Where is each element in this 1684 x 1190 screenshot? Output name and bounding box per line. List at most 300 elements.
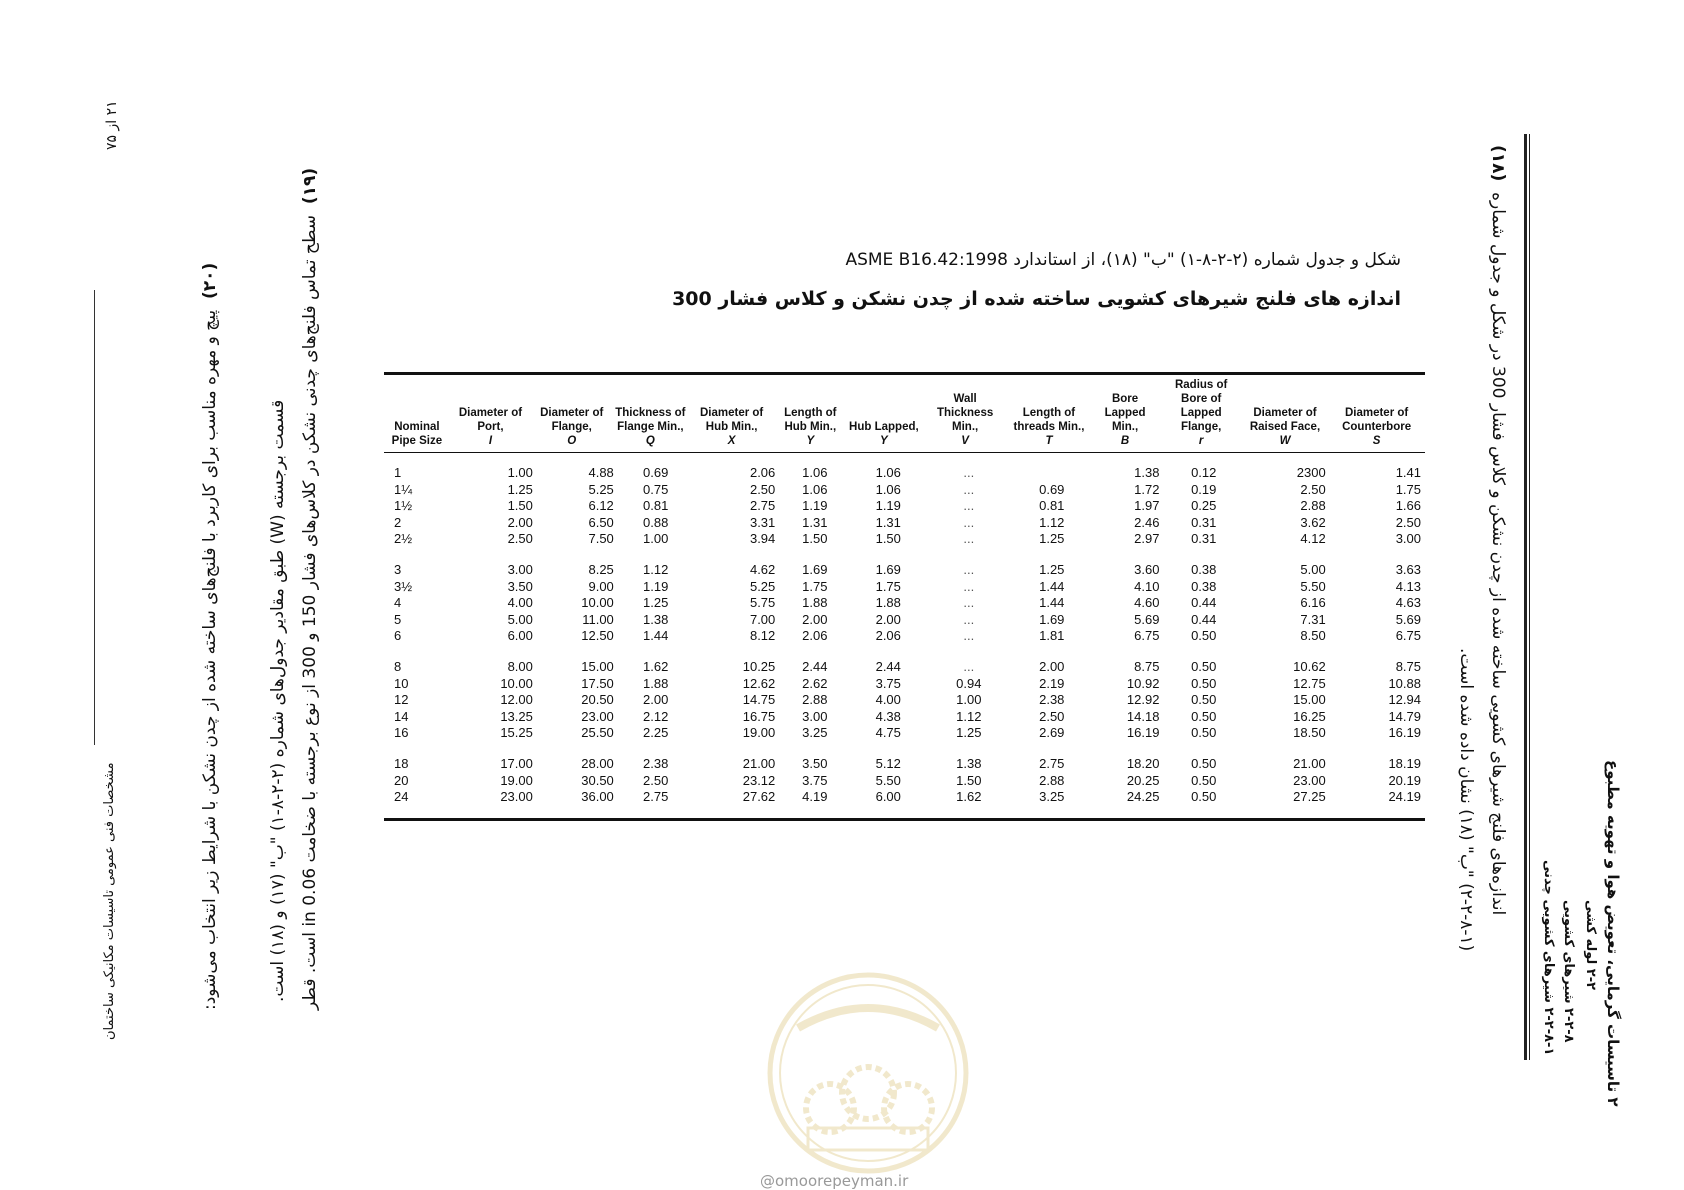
table-cell: 4 — [394, 595, 402, 611]
table-cell: 1.31 — [875, 514, 901, 530]
table-cell: 7.31 — [1300, 611, 1326, 627]
table-cell: 0.69 — [1039, 481, 1065, 497]
table-cell: 2½ — [394, 531, 413, 547]
table-cell: 2.38 — [1039, 692, 1065, 708]
column-header-label: Length of Hub Min., — [784, 407, 837, 433]
column-header-label: Wall Thickness Min., — [937, 393, 994, 433]
table-cell: 0.50 — [1191, 708, 1217, 724]
table-cell: 2.00 — [802, 611, 828, 627]
table-cell: 19.00 — [500, 772, 533, 788]
table-cell: ... — [963, 658, 975, 674]
table-cell: ... — [963, 481, 975, 497]
table-cell: 3.94 — [749, 531, 776, 547]
table-cell: 2.50 — [1300, 481, 1326, 497]
table-cell: 5.00 — [1300, 561, 1326, 577]
table-cell: 14 — [394, 708, 409, 724]
table-cell: 1.19 — [643, 578, 669, 594]
table-cell: 0.81 — [643, 498, 669, 514]
table-cell: 4.12 — [1300, 531, 1326, 547]
table-cell: 5.25 — [749, 578, 776, 594]
column-symbol: B — [1120, 435, 1130, 447]
table-row — [384, 531, 1425, 548]
table-cell: 10.00 — [581, 595, 614, 611]
table-row — [384, 789, 1425, 806]
table-cell: 1.12 — [956, 708, 982, 724]
table-cell: 0.25 — [1191, 498, 1217, 514]
paragraph-20-text: پیچ و مهره مناسب برای کاربرد با فلنج‌های ساخته شده از چدن نشکن با شرایط زیر انتخاب می‌شود: — [200, 309, 220, 1010]
table-cell: ... — [963, 531, 975, 547]
table-cell: 12.92 — [1126, 692, 1160, 708]
figure-title: اندازه های فلنج شیرهای کشویی ساخته شده از چدن نشکن و کلاس فشار 300 — [672, 288, 1401, 310]
table-cell: 3.50 — [802, 755, 828, 771]
column-header — [450, 375, 531, 452]
header-rule — [1524, 134, 1527, 1060]
table-cell: 0.88 — [643, 514, 669, 530]
table-cell: 2.00 — [875, 611, 901, 627]
column-symbol: Y — [880, 435, 888, 447]
table-cell: 6.00 — [875, 789, 901, 805]
table-cell: 2.69 — [1039, 725, 1065, 741]
subsection-header: ۲-۲-۸ شیرهای کشویی — [1561, 900, 1576, 1043]
table-cell: 15.25 — [500, 725, 533, 741]
table-cell — [1011, 453, 1092, 482]
table-cell: 5.12 — [875, 755, 901, 771]
column-header-label: Radius of Bore of Lapped Flange, — [1174, 379, 1228, 433]
table-cell: 1.12 — [1039, 514, 1065, 530]
table-cell: 2.00 — [507, 514, 533, 530]
column-symbol: S — [1372, 435, 1381, 447]
table-cell: 2300 — [1296, 465, 1326, 480]
column-header-label: Diameter of Hub Min., — [700, 407, 764, 433]
table-cell: 1.44 — [1039, 578, 1065, 594]
table-cell: 2.44 — [875, 658, 901, 674]
table-cell: 2.75 — [749, 498, 776, 514]
table-cell: 1.50 — [956, 772, 982, 788]
table-cell: 3.25 — [1039, 789, 1065, 805]
table-row — [384, 595, 1425, 612]
table-cell: 1.06 — [802, 465, 828, 480]
table-cell: 1.00 — [956, 692, 982, 708]
table-cell: 6.50 — [588, 514, 614, 530]
table-cell: 4.88 — [588, 465, 614, 480]
column-header — [1161, 375, 1242, 452]
table-cell: 4.19 — [802, 789, 828, 805]
table-cell: 0.38 — [1191, 561, 1217, 577]
table-row — [384, 548, 1425, 579]
table-cell: 4.62 — [749, 561, 776, 577]
table-cell: 18.20 — [1126, 755, 1160, 771]
footer-rule — [94, 290, 95, 745]
table-cell: 1.75 — [802, 578, 828, 594]
column-header — [775, 375, 846, 452]
table-row — [384, 692, 1425, 709]
column-header-label: Hub Lapped, — [849, 421, 919, 433]
column-header — [612, 375, 688, 452]
table-cell: 7.00 — [749, 611, 776, 627]
table-cell: 8.75 — [1134, 658, 1160, 674]
table-cell: 4.00 — [507, 595, 533, 611]
table-row — [384, 515, 1425, 532]
table-cell: 16.19 — [1388, 725, 1421, 741]
column-header — [922, 375, 1008, 452]
table-cell: 18 — [394, 755, 409, 771]
table-cell: 1 — [394, 465, 402, 480]
table-cell: 2.12 — [643, 708, 669, 724]
table-cell: 8 — [394, 658, 402, 674]
table-cell: 12.94 — [1388, 692, 1421, 708]
table-cell: 2.25 — [643, 725, 669, 741]
table-cell: 4.63 — [1395, 595, 1421, 611]
table-cell: 6.12 — [588, 498, 614, 514]
table-cell: 1.38 — [1134, 465, 1160, 480]
table-cell: 16.19 — [1126, 725, 1160, 741]
table-cell: 15.00 — [1293, 692, 1326, 708]
table-cell: 27.62 — [742, 789, 776, 805]
table-cell: 1.69 — [802, 561, 828, 577]
paragraph-20 — [200, 263, 220, 1010]
chapter-header: ۲ تاسیسات گرمایی، تعویض هوا و تهویه مطبوع — [1604, 760, 1622, 1107]
table-cell: 2.50 — [1395, 514, 1421, 530]
figure-caption: شکل و جدول شماره (۲-۲-۸-۱) "ب" (۱۸)، از استاندارد ASME B16.42:1998 — [845, 250, 1401, 270]
table-cell: 18.50 — [1293, 725, 1326, 741]
table-cell: 4.13 — [1395, 578, 1421, 594]
table-cell: 20.25 — [1126, 772, 1160, 788]
table-cell: 21.00 — [742, 755, 776, 771]
table-cell: 1.62 — [643, 658, 669, 674]
table-cell: 6 — [394, 628, 402, 644]
table-cell: 2 — [394, 514, 402, 530]
table-cell: 1.19 — [875, 498, 901, 514]
table-cell: ... — [963, 465, 975, 480]
table-cell: 14.75 — [742, 692, 776, 708]
table-cell: 2.44 — [802, 658, 828, 674]
paragraph-18-number: (۱۸) — [1488, 145, 1508, 182]
table-cell: 1.66 — [1395, 498, 1421, 514]
table-cell: 6.16 — [1300, 595, 1326, 611]
table-cell: 0.50 — [1191, 675, 1217, 691]
table-cell: 28.00 — [581, 755, 614, 771]
page-number: ۲۱ از ۷۵ — [104, 100, 120, 150]
table-cell: 12 — [394, 692, 409, 708]
column-header-label: Diameter of Counterbore — [1342, 407, 1412, 433]
watermark-logo-icon — [758, 968, 978, 1178]
table-cell: 5.69 — [1134, 611, 1160, 627]
column-header-label: Thickness of Flange Min., — [615, 407, 686, 433]
table-cell: 5.25 — [588, 481, 614, 497]
table-cell: 3.60 — [1134, 561, 1160, 577]
table-cell: 3.25 — [802, 725, 828, 741]
table-cell: 0.81 — [1039, 498, 1065, 514]
table-cell: 12.50 — [581, 628, 614, 644]
column-symbol: Q — [645, 435, 655, 447]
table-cell: 1.38 — [956, 755, 982, 771]
table-row — [384, 725, 1425, 742]
table-cell: 2.00 — [643, 692, 669, 708]
table-header-row — [384, 375, 1425, 452]
column-header — [688, 375, 774, 452]
table-cell: 24.19 — [1388, 789, 1421, 805]
table-cell: 1.44 — [1039, 595, 1065, 611]
table-cell: 10.25 — [742, 658, 776, 674]
paragraph-18-text: اندازه‌های فلنج شیرهای کشویی ساخته شده از چدن نشکن و کلاس فشار 300 در شکل و جدول شماره — [1488, 192, 1508, 916]
table-cell: 0.50 — [1191, 628, 1217, 644]
table-cell: 4.38 — [875, 708, 901, 724]
table-cell: 3 — [394, 561, 402, 577]
table-cell: 1.72 — [1134, 481, 1160, 497]
table-cell: ... — [963, 595, 975, 611]
table-cell: 17.50 — [581, 675, 614, 691]
table-cell: 8.12 — [749, 628, 776, 644]
table-cell: 2.75 — [643, 789, 669, 805]
table-cell: 16.25 — [1293, 708, 1326, 724]
table-cell: 19.00 — [742, 725, 776, 741]
table-cell: 1.31 — [802, 514, 828, 530]
table-cell: 17.00 — [500, 755, 533, 771]
table-cell: 10.88 — [1388, 675, 1421, 691]
table-row — [384, 773, 1425, 790]
table-cell: 1¼ — [394, 481, 413, 497]
table-row — [384, 482, 1425, 499]
table-cell: 1.25 — [643, 595, 669, 611]
table-cell: 4.60 — [1134, 595, 1160, 611]
table-cell: 0.19 — [1191, 481, 1217, 497]
table-cell: 2.46 — [1134, 514, 1160, 530]
table-cell: 0.44 — [1191, 611, 1217, 627]
table-cell: 1.06 — [802, 481, 828, 497]
table-cell: 3.00 — [1395, 531, 1421, 547]
table-cell: 0.50 — [1191, 692, 1217, 708]
table-row — [384, 612, 1425, 629]
table-cell: 1.50 — [507, 498, 533, 514]
table-cell: 23.00 — [581, 708, 614, 724]
table-cell: 6.00 — [507, 628, 533, 644]
column-header-label: Nominal Pipe Size — [391, 421, 443, 447]
table-cell: ... — [963, 578, 975, 594]
table-cell: 1½ — [394, 498, 413, 514]
table-cell: 1.44 — [643, 628, 669, 644]
table-cell: 21.00 — [1293, 755, 1326, 771]
column-header — [1242, 375, 1328, 452]
table-cell: 27.25 — [1293, 789, 1326, 805]
table-cell: 1.75 — [1395, 481, 1421, 497]
table-cell: 3.75 — [875, 675, 901, 691]
table-cell: 0.31 — [1191, 531, 1217, 547]
table-cell: 9.00 — [588, 578, 614, 594]
table-cell: 2.50 — [643, 772, 669, 788]
table-body — [384, 453, 1425, 806]
table-cell: 1.81 — [1039, 628, 1065, 644]
table-cell: 8.75 — [1395, 658, 1421, 674]
column-symbol: W — [1279, 435, 1291, 447]
table-cell: 8.00 — [507, 658, 533, 674]
section-header: ۲-۲ لوله کشی — [1583, 900, 1598, 991]
table-cell: 5 — [394, 611, 402, 627]
table-cell: ... — [963, 628, 975, 644]
table-cell: 0.50 — [1191, 789, 1217, 805]
table-cell: 23.00 — [500, 789, 533, 805]
table-cell: 1.41 — [1395, 465, 1421, 480]
table-cell: 5.50 — [1300, 578, 1326, 594]
table-cell: 3.00 — [802, 708, 828, 724]
table-cell: 5.75 — [749, 595, 776, 611]
table-cell: 1.97 — [1134, 498, 1160, 514]
paragraph-19-line2: قسمت برجسته (W) طبق مقادیر جدول‌های شماره (۲-۲-۸-۱) "ب" (۱۷) و (۱۸) است. — [268, 399, 288, 1002]
column-header — [384, 375, 450, 452]
table-cell: 2.50 — [507, 531, 533, 547]
table-cell: 12.00 — [500, 692, 533, 708]
paragraph-20-number: (۲۰) — [200, 262, 220, 300]
column-symbol: X — [727, 435, 736, 447]
table-cell: 0.50 — [1191, 725, 1217, 741]
table-cell: 20.19 — [1388, 772, 1421, 788]
table-row — [384, 453, 1425, 482]
column-header-label: Bore Lapped Min., — [1104, 393, 1146, 433]
column-header-label: Diameter of Raised Face, — [1249, 407, 1321, 433]
table-cell: ... — [963, 561, 975, 577]
table-cell: 2.88 — [802, 692, 828, 708]
table-cell: 2.50 — [749, 481, 776, 497]
table-cell: 2.06 — [802, 628, 828, 644]
table-cell: 25.50 — [581, 725, 614, 741]
table-cell: ... — [963, 498, 975, 514]
table-cell: 1.50 — [802, 531, 828, 547]
table-cell: 20.50 — [581, 692, 614, 708]
table-cell: 3½ — [394, 578, 413, 594]
table-cell: 0.50 — [1191, 755, 1217, 771]
table-cell: 3.63 — [1395, 561, 1421, 577]
column-symbol: r — [1198, 435, 1204, 447]
table-cell: 0.44 — [1191, 595, 1217, 611]
table-cell: 0.38 — [1191, 578, 1217, 594]
table-cell: 5.50 — [875, 772, 901, 788]
table-cell: 1.69 — [1039, 611, 1065, 627]
column-header — [1090, 375, 1161, 452]
column-header-label: Diameter of Flange, — [540, 407, 604, 433]
table-cell: 4.00 — [875, 692, 901, 708]
column-header — [846, 375, 922, 452]
table-cell: 1.75 — [875, 578, 901, 594]
table-cell: 3.50 — [507, 578, 533, 594]
table-cell: 2.06 — [875, 628, 901, 644]
table-cell: 0.31 — [1191, 514, 1217, 530]
table-cell: 3.31 — [749, 514, 776, 530]
table-cell: 2.38 — [643, 755, 669, 771]
table-cell: 1.50 — [875, 531, 901, 547]
table-cell: 23.12 — [742, 772, 776, 788]
table-cell: 18.19 — [1388, 755, 1421, 771]
table-cell: 4.10 — [1134, 578, 1160, 594]
table-cell: 1.00 — [507, 465, 533, 480]
table-cell: 16.75 — [742, 708, 776, 724]
table-cell: 14.18 — [1126, 708, 1160, 724]
table-cell: 8.50 — [1300, 628, 1326, 644]
column-header-label: Length of threads Min., — [1013, 407, 1085, 433]
table-bottom-rule — [384, 818, 1425, 821]
header-rule-thin — [1529, 134, 1530, 1060]
column-symbol: I — [488, 435, 493, 447]
table-cell: 2.75 — [1039, 755, 1065, 771]
table-cell: 2.19 — [1039, 675, 1065, 691]
paragraph-18-line1 — [1488, 145, 1508, 915]
column-header — [1008, 375, 1089, 452]
column-symbol: T — [1045, 435, 1053, 447]
table-cell: 10.92 — [1126, 675, 1160, 691]
table-row — [384, 579, 1425, 596]
table-cell: 24.25 — [1126, 789, 1160, 805]
table-cell: 5.00 — [507, 611, 533, 627]
table-cell: 0.75 — [643, 481, 669, 497]
table-cell: 1.25 — [507, 481, 533, 497]
table-cell: 0.12 — [1191, 465, 1217, 480]
table-cell: 2.97 — [1134, 531, 1160, 547]
table-cell: 2.88 — [1039, 772, 1065, 788]
paragraph-19-line1 — [300, 168, 320, 1010]
subsubsection-header: ۲-۲-۸-۱ شیرهای کشویی چدنی — [1541, 860, 1556, 1056]
table-row — [384, 742, 1425, 773]
table-cell: 1.19 — [802, 498, 828, 514]
table-cell: 3.75 — [802, 772, 828, 788]
table-cell: 20 — [394, 772, 409, 788]
table-cell: 4.75 — [875, 725, 901, 741]
table-cell: 1.69 — [875, 561, 901, 577]
table-cell: 1.12 — [643, 561, 669, 577]
table-cell: 11.00 — [582, 611, 614, 627]
table-cell: 5.69 — [1395, 611, 1421, 627]
table-cell: 3.62 — [1300, 514, 1326, 530]
flange-dimensions-table — [384, 372, 1425, 821]
table-cell: 1.88 — [875, 595, 901, 611]
table-cell: 30.50 — [581, 772, 614, 788]
paragraph-19-number: (۱۹) — [300, 167, 320, 205]
paragraph-18-line2: (۲-۲-۸-۱) "ب" (۱۸) نشان داده شده است. — [1456, 648, 1476, 952]
table-cell: 10 — [394, 675, 409, 691]
table-row — [384, 645, 1425, 676]
table-cell: 1.25 — [956, 725, 982, 741]
table-cell: 6.75 — [1395, 628, 1421, 644]
table-cell: 36.00 — [581, 789, 614, 805]
table-cell: 0.94 — [956, 675, 982, 691]
column-header-label: Diameter of Port, — [458, 407, 523, 433]
table-row — [384, 498, 1425, 515]
table-row — [384, 628, 1425, 645]
table-cell: 1.06 — [875, 481, 901, 497]
table-cell: 1.88 — [643, 675, 669, 691]
table-cell: 1.25 — [1039, 561, 1065, 577]
column-symbol: O — [567, 435, 577, 447]
paragraph-19-text: سطح تماس فلنج‌های چدنی نشکن در کلاس‌های فشار 150 و 300 از نوع برجسته با ضخامت in 0.06 است. قطر — [300, 214, 320, 1010]
table-cell: 1.00 — [643, 531, 669, 547]
table-cell: 2.00 — [1039, 658, 1065, 674]
column-symbol: Y — [806, 435, 815, 447]
table-cell: 2.50 — [1039, 708, 1065, 724]
table-cell: 15.00 — [581, 658, 614, 674]
table-cell: 2.06 — [749, 465, 776, 480]
table-cell: ... — [963, 514, 975, 530]
table-cell: 13.25 — [500, 708, 533, 724]
table-cell: 3.00 — [507, 561, 533, 577]
table-cell: 23.00 — [1293, 772, 1326, 788]
table-cell: 1.62 — [956, 789, 982, 805]
table-cell: 10.62 — [1293, 658, 1326, 674]
table-cell: 10.00 — [500, 675, 533, 691]
table-row — [384, 676, 1425, 693]
table-cell: 1.38 — [643, 611, 669, 627]
table-row — [384, 709, 1425, 726]
table-cell: 0.50 — [1191, 772, 1217, 788]
table-cell: 24 — [394, 789, 409, 805]
column-header — [531, 375, 612, 452]
table-cell: 7.50 — [588, 531, 614, 547]
